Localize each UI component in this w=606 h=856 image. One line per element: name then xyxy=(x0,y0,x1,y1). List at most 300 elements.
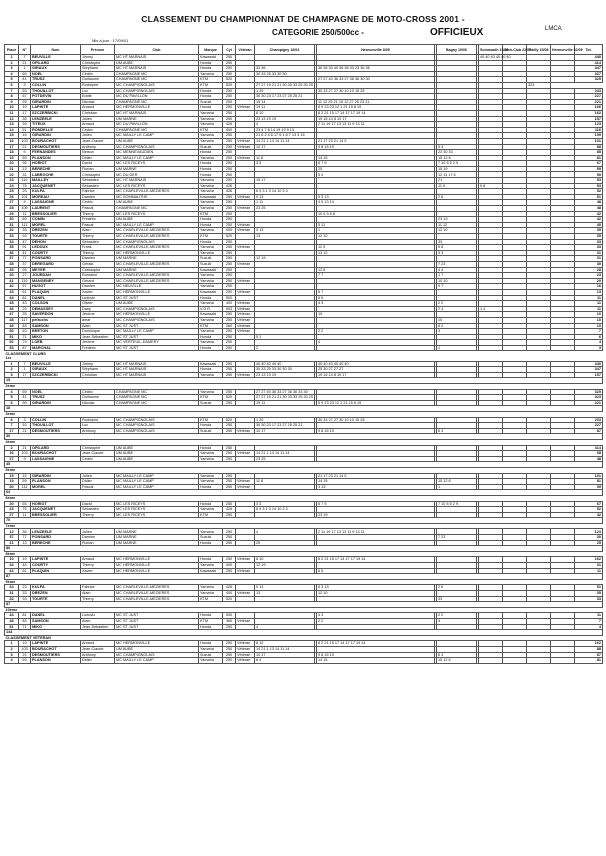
cell: 2 2 xyxy=(437,301,477,307)
cell: Vétéran xyxy=(236,618,255,624)
cell: 250 xyxy=(223,484,236,490)
club-total: 15 xyxy=(5,378,603,384)
cell: KTM xyxy=(199,395,223,401)
cell: 250 xyxy=(223,256,236,262)
cell: MC CHARLEVILLE-MEZIERES xyxy=(115,273,199,279)
cell: 42 xyxy=(575,512,603,518)
cell: BRESSOLIER xyxy=(31,211,81,217)
cell: Honda xyxy=(199,105,223,111)
cell: Arnaud xyxy=(81,122,115,128)
cell: 5 xyxy=(5,77,19,83)
cell: 33 xyxy=(575,239,603,245)
cell: Julien xyxy=(81,133,115,139)
cell: HORIOT xyxy=(31,161,81,167)
cell: Vétéran xyxy=(236,317,255,323)
cell: MC HT MARNAIS xyxy=(115,55,199,61)
cell: Vétéran xyxy=(236,155,255,161)
cell: 39 xyxy=(575,484,603,490)
cell: MC CHAMPIGNOLAIS xyxy=(115,82,199,88)
cell: 250 xyxy=(223,512,236,518)
cell: Kawasaki xyxy=(199,568,223,574)
cell: 27 27 15 21 21 30 33 33 25 30 25 xyxy=(256,395,314,400)
cell: 23 xyxy=(19,585,31,591)
cell: 19 15 14 8 10 17 xyxy=(317,116,435,122)
cell: UM MARNE xyxy=(115,267,199,273)
cell: 51 xyxy=(575,585,603,591)
cell: Yamaha xyxy=(199,278,223,284)
cell: DESMOUTIERS xyxy=(31,428,81,434)
cell: 4 3 xyxy=(317,613,435,619)
cell: UM MARNE xyxy=(115,535,199,541)
cell: Yamaha xyxy=(199,658,223,664)
cell: 51 xyxy=(575,194,603,200)
cell: 3 3 xyxy=(255,501,315,507)
cell: DEHON xyxy=(31,239,81,245)
cell: 57 xyxy=(19,284,31,290)
cell: 12 11 17 6 xyxy=(437,172,477,178)
cell: Didier xyxy=(81,155,115,161)
veteran-section-label: CLASSEMENT VETERAN xyxy=(5,635,51,640)
cell: 23 xyxy=(575,273,603,279)
cell: Anthony xyxy=(81,652,115,658)
cell: BEUVILLE xyxy=(31,361,81,367)
cell: Suzuki xyxy=(199,99,223,105)
cell: 4 xyxy=(5,71,19,77)
club-rank-label: 10ème xyxy=(5,607,18,612)
cell: 15 17 xyxy=(255,178,315,184)
cell: 34 xyxy=(5,239,19,245)
club-total: 30 xyxy=(5,434,603,440)
cell: 10 xyxy=(575,317,603,323)
cell: 123 xyxy=(575,122,603,128)
cell: Xavier xyxy=(81,289,115,295)
cell: 37 xyxy=(5,535,19,541)
cell: 12 8 xyxy=(317,267,435,273)
cell: 3 xyxy=(5,372,19,378)
cell: BOURACHOT xyxy=(31,451,81,457)
cell: 89 xyxy=(19,217,31,223)
cell: 250 xyxy=(223,400,236,406)
cell: 19 xyxy=(19,105,31,111)
cell: 53 xyxy=(19,423,31,429)
cell: Vétéran xyxy=(236,289,255,295)
cell: 36 30 23 17 23 27 25 25 21 xyxy=(255,423,315,429)
cell: MC HT MARNAIS xyxy=(115,66,199,72)
cell: KTM xyxy=(199,323,223,329)
cell: THOUILLOT xyxy=(31,88,81,94)
cell: 250 xyxy=(223,278,236,284)
cell: Dany xyxy=(81,306,115,312)
cell: Fabrice xyxy=(81,189,115,195)
category-title xyxy=(0,28,606,37)
cell: Yamaha xyxy=(199,284,223,290)
cell: 31 xyxy=(5,222,19,228)
cell: PLAQUIN xyxy=(31,289,81,295)
cell: 24 xyxy=(5,183,19,189)
cell: 323 xyxy=(527,82,551,88)
cell: 347 xyxy=(575,367,603,373)
cell: 15 xyxy=(5,473,19,479)
cell: 250 xyxy=(223,217,236,223)
cell: Ludovic xyxy=(81,295,115,301)
cell: 250 xyxy=(223,367,236,373)
cell: 520 xyxy=(223,77,236,83)
cell: LAPINTE xyxy=(31,641,81,647)
cell: MC HT MARNAIS xyxy=(115,367,199,373)
cell: 250 xyxy=(223,105,236,111)
cell: 10 10 xyxy=(437,278,477,284)
cell: 250 xyxy=(223,345,236,351)
cell: DANEL xyxy=(31,613,81,619)
cell: Florian xyxy=(81,540,115,546)
cell: 81 xyxy=(19,295,31,301)
cell: 10 17 xyxy=(255,428,315,434)
cell: 20 xyxy=(5,501,19,507)
cell: 59 xyxy=(575,166,603,172)
cell: 33 xyxy=(19,591,31,597)
cell: 23 25 xyxy=(255,456,315,462)
cell: 10 17 xyxy=(255,652,315,658)
cell: 12 10 xyxy=(317,234,435,240)
club-total: 86 xyxy=(5,546,603,552)
cell: Yamaha xyxy=(199,591,223,597)
cell: 68 xyxy=(575,451,603,457)
cell: 30 xyxy=(5,217,19,223)
cell: 13 xyxy=(255,234,315,240)
cell: SZCZERBICKI xyxy=(31,372,81,378)
cell: Nicolas xyxy=(81,400,115,406)
cell: 39 xyxy=(5,267,19,273)
cell: MC CHAMPIGNOLAIS xyxy=(115,88,199,94)
cell: 19 xyxy=(19,641,31,647)
cell: MC CHARLEVILLE-MEZIERES xyxy=(115,189,199,195)
cell: 14 21 1 13 14 11 14 xyxy=(255,646,315,652)
cell: 33 xyxy=(575,596,603,602)
cell: 11 12 xyxy=(437,222,477,228)
cell: 250 xyxy=(223,473,236,479)
cell: PONSARD xyxy=(31,535,81,541)
cell: 6 xyxy=(5,82,19,88)
cell: Yamaha xyxy=(199,206,223,212)
cell: 33 xyxy=(437,239,477,245)
cell: HUGOT xyxy=(31,284,81,290)
cell: 2 6 xyxy=(437,194,477,200)
cell: RONDELLE xyxy=(31,127,81,133)
cell: Damien xyxy=(81,194,115,200)
cell: 5 4 xyxy=(437,652,477,658)
cell: 30 xyxy=(575,535,603,541)
club-total: 18 xyxy=(5,406,603,412)
cell: 360 xyxy=(223,323,236,329)
cell: 19 xyxy=(5,155,19,161)
cell: UM MARNE xyxy=(115,540,199,546)
cell: MIKO xyxy=(31,624,81,630)
cell: 44 xyxy=(5,295,19,301)
club-rank-label: 9ème xyxy=(5,579,16,584)
cell: 30 33 25 33 30 30 xyxy=(255,71,315,77)
cell: CHAMPAGNE MC xyxy=(115,127,199,133)
cell: 81 xyxy=(19,613,31,619)
cell: MC MAILLY LE CAMP xyxy=(115,473,199,479)
cell: 250 xyxy=(223,245,236,251)
cell: Kawasaki xyxy=(199,194,223,200)
cell: Jérôme xyxy=(81,340,115,346)
cell: COMIN xyxy=(31,217,81,223)
cell: 250 xyxy=(223,652,236,658)
cell: 1 7 xyxy=(437,273,477,279)
cell: Sébastien xyxy=(81,507,115,513)
cell: MC HERMONVILLE xyxy=(115,289,199,295)
cell: 35 xyxy=(575,591,603,597)
cell: SAVERDON xyxy=(31,312,81,318)
cell: 41 xyxy=(19,395,31,401)
cell: NOEL xyxy=(31,389,81,395)
cell: MC CHARLEVILLE-MEZIERES xyxy=(115,228,199,234)
cell: 41 xyxy=(19,77,31,83)
cell: Yamaha xyxy=(199,340,223,346)
cell: V.O.R. xyxy=(199,306,223,312)
cell: 10 xyxy=(5,105,19,111)
cell: Yamaha xyxy=(199,451,223,457)
cell: 77 xyxy=(19,535,31,541)
cell: 28 xyxy=(5,206,19,212)
cell: David xyxy=(81,501,115,507)
cell: MC CHAMPIGNOLAIS xyxy=(115,144,199,150)
cell: 27 27 40 36 33 27 36 36 33 30 xyxy=(255,389,315,395)
cell: 8 2 21 15 17 14 17 17 19 14 xyxy=(317,641,435,647)
cell xyxy=(551,77,575,83)
cell: LASSAIGNE xyxy=(31,456,81,462)
club-rank-label: 6ème xyxy=(5,495,16,500)
cell: 51 xyxy=(5,334,19,340)
cell: 30 33 25 33 30 30 30 xyxy=(255,367,315,373)
cell: Thierry xyxy=(81,563,115,569)
cell: 26 xyxy=(5,194,19,200)
cell: Vétéran xyxy=(236,206,255,212)
club-total: 45 xyxy=(5,462,603,468)
cell: 42 xyxy=(575,211,603,217)
cell: 36 xyxy=(5,250,19,256)
cell: Alain xyxy=(81,591,115,597)
cell: MC ST JUST xyxy=(115,323,199,329)
cell: 53 xyxy=(19,88,31,94)
cell: 1 25 xyxy=(255,88,315,94)
cell: 67 xyxy=(575,501,603,507)
cell: TOURTE xyxy=(31,596,81,602)
cell: Honda xyxy=(199,445,223,451)
cell: 426 xyxy=(223,189,236,195)
cell: 8 10 xyxy=(255,110,315,116)
cell: 17 xyxy=(19,110,31,116)
cell: 40 40 40 40 40 40 xyxy=(317,361,435,367)
cell: 63 xyxy=(19,329,31,335)
cell: 23 xyxy=(5,178,19,184)
cell: Yamaha xyxy=(199,273,223,279)
cell: Yamaha xyxy=(199,473,223,479)
cell: Sébastien xyxy=(81,239,115,245)
cell: 4 xyxy=(575,624,603,630)
cell: 7 xyxy=(5,423,19,429)
cell: FERNANDES xyxy=(31,150,81,156)
cell: 48 xyxy=(575,206,603,212)
cell: 426 xyxy=(223,507,236,513)
cell: Eddie xyxy=(81,94,115,100)
cell: Guillaume xyxy=(81,77,115,83)
cell: Frédéric xyxy=(81,345,115,351)
cell: 49 xyxy=(5,323,19,329)
cell: MC ST JUST xyxy=(115,334,199,340)
cell: Vétéran xyxy=(236,138,255,144)
cell: 2 6 xyxy=(437,585,477,591)
cell: 48 xyxy=(5,618,19,624)
cell: Stéphane xyxy=(81,367,115,373)
cell: Vétéran xyxy=(236,261,255,267)
cell: 15 xyxy=(19,473,31,479)
cell: 91 xyxy=(19,245,31,251)
cell: 17 xyxy=(5,144,19,150)
cell xyxy=(527,658,551,664)
cell: 17 xyxy=(5,428,19,434)
cell: Christian xyxy=(81,110,115,116)
cell: 250 xyxy=(223,451,236,457)
cell: COLSON xyxy=(31,301,81,307)
cell: Vétéran xyxy=(236,591,255,597)
cell: MC CHARLEVILLE-MEZIERES xyxy=(115,596,199,602)
cell: 33 36 xyxy=(255,66,315,72)
cell: MC HT MARNAIS xyxy=(115,372,199,378)
cell: LENZEELE xyxy=(31,529,81,535)
cell: 400 xyxy=(223,301,236,307)
cell: Vétéran xyxy=(236,372,255,378)
cell: 400 xyxy=(223,591,236,597)
cell: 38 xyxy=(5,261,19,267)
cell: 250 xyxy=(223,261,236,267)
cell: MC DU DER xyxy=(115,172,199,178)
cell: MC LES RICEYS xyxy=(115,501,199,507)
cell: 250 xyxy=(223,161,236,167)
cell: 233 xyxy=(575,417,603,423)
cell: 12 10 xyxy=(317,591,435,597)
cell: Didier xyxy=(81,658,115,664)
cell: LAPINTE xyxy=(31,105,81,111)
cell: MC HT MARNAIS xyxy=(115,361,199,367)
cell: GIRAUX xyxy=(31,367,81,373)
cell: Thierry xyxy=(81,234,115,240)
cell: MC HERMONVILLE xyxy=(115,557,199,563)
cell: 13 xyxy=(19,540,31,546)
cell: 6 7 9 xyxy=(317,161,435,167)
cell: 67 xyxy=(19,94,31,100)
cell: 25 xyxy=(575,540,603,546)
cell: UM AUBE xyxy=(115,217,199,223)
cell: 426 xyxy=(223,122,236,128)
cell: 19 xyxy=(5,479,19,485)
cell: 13 xyxy=(19,166,31,172)
cell: 5 xyxy=(5,395,19,401)
cell: Yamaha xyxy=(199,529,223,535)
cell: DREZEN xyxy=(31,228,81,234)
cell: MC ST JUST xyxy=(115,624,199,630)
cell: Christophe xyxy=(81,267,115,273)
cell: 250 xyxy=(223,329,236,335)
cell: Vétéran xyxy=(236,194,255,200)
cell: 250 xyxy=(223,144,236,150)
cell: 2 xyxy=(5,445,19,451)
cell: 9 xyxy=(19,456,31,462)
cell: 7 7 xyxy=(317,273,435,279)
cell: Yamaha xyxy=(199,372,223,378)
cell: 93 xyxy=(19,234,31,240)
cell: CHAMPAGNE MC xyxy=(115,99,199,105)
cell: Fabrice xyxy=(81,585,115,591)
cell: GIRARDIN xyxy=(31,133,81,139)
cell: 18 xyxy=(5,150,19,156)
cell: NOEL xyxy=(31,71,81,77)
cell: 67 xyxy=(575,161,603,167)
cell: Honda xyxy=(199,613,223,619)
cell: 7 xyxy=(575,618,603,624)
column-header: Hermonville 02/09 xyxy=(551,45,575,55)
cell: 31 xyxy=(5,591,19,597)
cell: 37 xyxy=(19,261,31,267)
cell: KTM xyxy=(199,234,223,240)
cell: 250 xyxy=(223,273,236,279)
cell: Vétéran xyxy=(236,652,255,658)
cell: Sébastien xyxy=(81,178,115,184)
cell: 2 4 xyxy=(437,306,477,312)
cell: 27 27 15 21 21 30 33 33 25 30 25 xyxy=(256,83,314,88)
cell: 75 xyxy=(19,183,31,189)
cell: 6 7 xyxy=(317,289,435,295)
cell: 5 4 xyxy=(437,428,477,434)
cell: 27 xyxy=(5,200,19,206)
cell: Vétéran xyxy=(236,329,255,335)
cell: 27 xyxy=(5,512,19,518)
cell: 1 xyxy=(5,55,19,61)
cell: DREZEN xyxy=(31,591,81,597)
cell: 9 7 xyxy=(437,284,477,290)
cell: 2 2 xyxy=(437,613,477,619)
cell: Kawasaki xyxy=(199,289,223,295)
cell: 45 xyxy=(5,301,19,307)
cell: 250 xyxy=(223,568,236,574)
cell: 103 xyxy=(19,646,31,652)
cell: DESMOUTIERS xyxy=(31,144,81,150)
cell: 11 9 xyxy=(437,183,477,189)
cell: 520 xyxy=(223,395,236,401)
cell: Stéphane xyxy=(81,66,115,72)
cell: 10 17 xyxy=(255,144,315,150)
cell: 2 xyxy=(5,646,19,652)
cell: MIKO xyxy=(31,334,81,340)
cell: 3 3 xyxy=(255,161,315,167)
cell: MC HERMONVILLE xyxy=(115,105,199,111)
cell: 221 xyxy=(575,400,603,406)
cell: 15 12 6 xyxy=(437,155,477,161)
cell: UM AUBE xyxy=(115,456,199,462)
cell: BEUVILLE xyxy=(31,55,81,61)
cell: Gérald xyxy=(81,261,115,267)
cell: 21 6 2 4 6 17 6 1 8 7 13 3 15 xyxy=(255,133,315,139)
cell: MC LES RICEYS xyxy=(115,507,199,513)
cell: 119 xyxy=(19,278,31,284)
cell: MC DU PAVILLON xyxy=(115,94,199,100)
cell: 24 xyxy=(5,585,19,591)
cell: 5 3 13 xyxy=(317,585,435,591)
cell: Pascal xyxy=(81,206,115,212)
cell: MAILLEY xyxy=(31,178,81,184)
cell: MC HERMONVILLE xyxy=(115,250,199,256)
